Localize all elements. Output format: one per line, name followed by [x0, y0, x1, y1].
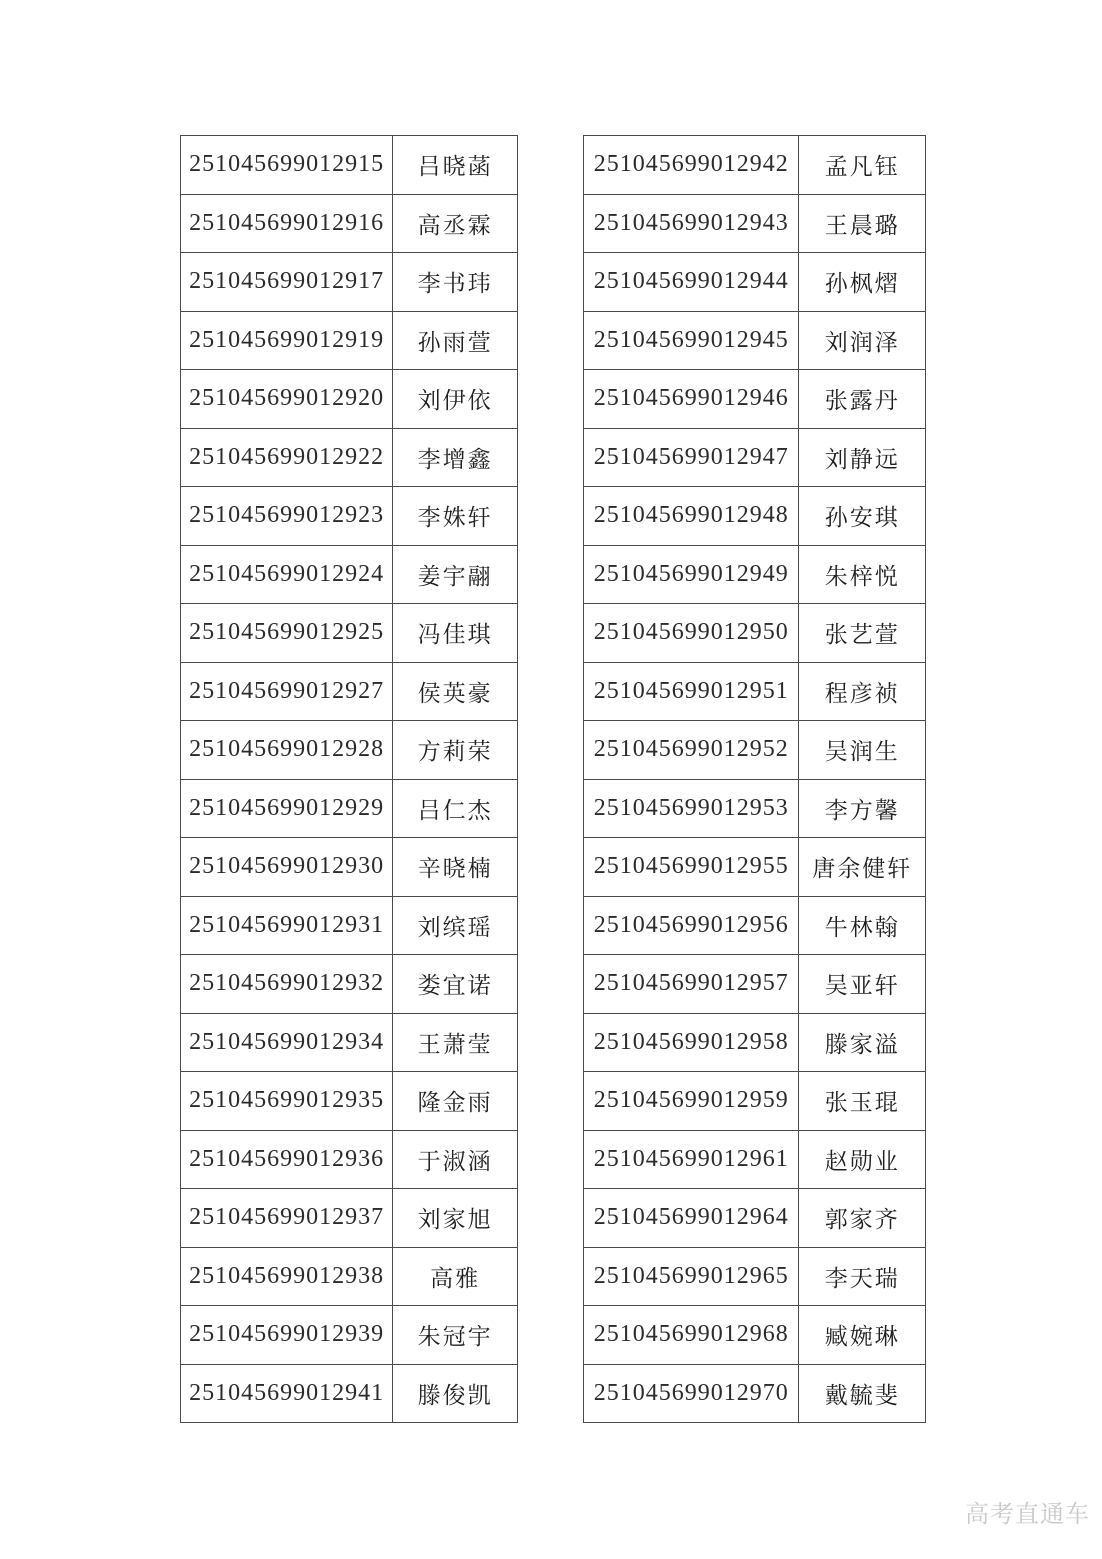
candidate-id-cell: 251045699012916 — [181, 194, 393, 253]
candidate-name-cell: 王萧莹 — [393, 1013, 518, 1072]
candidate-name-cell: 刘伊依 — [393, 370, 518, 429]
candidate-id-cell: 251045699012935 — [181, 1072, 393, 1131]
candidate-id-cell: 251045699012965 — [584, 1247, 799, 1306]
table-row — [584, 487, 926, 546]
table-row — [584, 721, 926, 780]
candidate-id-cell: 251045699012956 — [584, 896, 799, 955]
candidate-name-cell: 方莉荣 — [393, 721, 518, 780]
table-row — [584, 1013, 926, 1072]
table-row — [584, 545, 926, 604]
candidate-id-cell: 251045699012955 — [584, 838, 799, 897]
candidate-name-cell: 吴亚轩 — [799, 955, 926, 1014]
watermark-gaokao-zhitongche: 高考直通车 — [965, 1502, 1090, 1528]
candidate-name-cell: 吕晓菡 — [393, 136, 518, 195]
table-row — [584, 1130, 926, 1189]
candidate-name-cell: 滕俊凯 — [393, 1364, 518, 1423]
candidate-table-left-body — [181, 136, 518, 1423]
table-row — [584, 1247, 926, 1306]
candidate-id-cell: 251045699012927 — [181, 662, 393, 721]
table-row — [181, 662, 518, 721]
table-row — [181, 1306, 518, 1365]
candidate-name-cell: 李姝轩 — [393, 487, 518, 546]
candidate-id-cell: 251045699012915 — [181, 136, 393, 195]
candidate-name-cell: 辛晓楠 — [393, 838, 518, 897]
table-row — [181, 1364, 518, 1423]
candidate-id-cell: 251045699012964 — [584, 1189, 799, 1248]
candidate-name-cell: 孙雨萱 — [393, 311, 518, 370]
candidate-name-cell: 孟凡钰 — [799, 136, 926, 195]
table-row — [584, 1364, 926, 1423]
candidate-name-cell: 李书玮 — [393, 253, 518, 312]
candidate-id-cell: 251045699012950 — [584, 604, 799, 663]
candidate-table-right — [583, 135, 926, 1423]
candidate-name-cell: 刘静远 — [799, 428, 926, 487]
table-row — [181, 1189, 518, 1248]
candidate-name-cell: 吕仁杰 — [393, 779, 518, 838]
table-row — [181, 721, 518, 780]
candidate-id-cell: 251045699012945 — [584, 311, 799, 370]
candidate-id-cell: 251045699012970 — [584, 1364, 799, 1423]
candidate-name-cell: 吴润生 — [799, 721, 926, 780]
candidate-name-cell: 高雅 — [393, 1247, 518, 1306]
candidate-id-cell: 251045699012932 — [181, 955, 393, 1014]
candidate-id-cell: 251045699012957 — [584, 955, 799, 1014]
candidate-id-cell: 251045699012937 — [181, 1189, 393, 1248]
candidate-id-cell: 251045699012951 — [584, 662, 799, 721]
candidate-id-cell: 251045699012944 — [584, 253, 799, 312]
candidate-id-cell: 251045699012920 — [181, 370, 393, 429]
candidate-id-cell: 251045699012959 — [584, 1072, 799, 1131]
table-row — [584, 136, 926, 195]
candidate-id-cell: 251045699012929 — [181, 779, 393, 838]
candidate-name-cell: 臧婉琳 — [799, 1306, 926, 1365]
candidate-name-cell: 赵勋业 — [799, 1130, 926, 1189]
candidate-id-cell: 251045699012919 — [181, 311, 393, 370]
table-row — [584, 1189, 926, 1248]
candidate-name-cell: 朱梓悦 — [799, 545, 926, 604]
table-row — [584, 896, 926, 955]
candidate-table-right-body — [584, 136, 926, 1423]
table-row — [584, 370, 926, 429]
candidate-id-cell: 251045699012961 — [584, 1130, 799, 1189]
candidate-name-cell: 孙安琪 — [799, 487, 926, 546]
candidate-name-cell: 程彦祯 — [799, 662, 926, 721]
candidate-name-cell: 张艺萱 — [799, 604, 926, 663]
table-row — [181, 1072, 518, 1131]
table-row — [181, 955, 518, 1014]
table-row — [181, 604, 518, 663]
table-row — [584, 838, 926, 897]
table-row — [181, 1130, 518, 1189]
candidate-id-cell: 251045699012924 — [181, 545, 393, 604]
table-row — [584, 1072, 926, 1131]
candidate-id-cell: 251045699012942 — [584, 136, 799, 195]
candidate-id-cell: 251045699012923 — [181, 487, 393, 546]
candidate-id-cell: 251045699012925 — [181, 604, 393, 663]
candidate-name-cell: 于淑涵 — [393, 1130, 518, 1189]
table-row — [181, 838, 518, 897]
table-row — [181, 370, 518, 429]
candidate-id-cell: 251045699012968 — [584, 1306, 799, 1365]
candidate-name-cell: 娄宜诺 — [393, 955, 518, 1014]
table-row — [181, 545, 518, 604]
table-row — [181, 1247, 518, 1306]
table-row — [584, 955, 926, 1014]
candidate-id-cell: 251045699012946 — [584, 370, 799, 429]
candidate-name-cell: 刘润泽 — [799, 311, 926, 370]
candidate-name-cell: 郭家齐 — [799, 1189, 926, 1248]
candidate-id-cell: 251045699012928 — [181, 721, 393, 780]
candidate-id-cell: 251045699012931 — [181, 896, 393, 955]
candidate-name-cell: 李增鑫 — [393, 428, 518, 487]
candidate-id-cell: 251045699012941 — [181, 1364, 393, 1423]
candidate-name-cell: 孙枫熠 — [799, 253, 926, 312]
candidate-id-cell: 251045699012938 — [181, 1247, 393, 1306]
candidate-name-cell: 隆金雨 — [393, 1072, 518, 1131]
candidate-name-cell: 朱冠宇 — [393, 1306, 518, 1365]
candidate-id-cell: 251045699012958 — [584, 1013, 799, 1072]
candidate-id-cell: 251045699012936 — [181, 1130, 393, 1189]
candidate-name-cell: 冯佳琪 — [393, 604, 518, 663]
candidate-name-cell: 王晨璐 — [799, 194, 926, 253]
candidate-name-cell: 高丞霖 — [393, 194, 518, 253]
table-row — [181, 1013, 518, 1072]
candidate-name-cell: 李天瑞 — [799, 1247, 926, 1306]
candidate-name-cell: 滕家溢 — [799, 1013, 926, 1072]
candidate-name-cell: 戴毓斐 — [799, 1364, 926, 1423]
table-row — [584, 1306, 926, 1365]
candidate-name-cell: 牛林翰 — [799, 896, 926, 955]
table-row — [584, 253, 926, 312]
table-row — [181, 428, 518, 487]
candidate-id-cell: 251045699012917 — [181, 253, 393, 312]
candidate-id-cell: 251045699012930 — [181, 838, 393, 897]
table-row — [181, 136, 518, 195]
candidate-id-cell: 251045699012949 — [584, 545, 799, 604]
candidate-name-cell: 唐余健轩 — [799, 838, 926, 897]
candidate-name-cell: 李方馨 — [799, 779, 926, 838]
table-row — [181, 311, 518, 370]
candidate-id-cell: 251045699012943 — [584, 194, 799, 253]
table-row — [181, 253, 518, 312]
candidate-name-cell: 姜宇翮 — [393, 545, 518, 604]
table-row — [584, 194, 926, 253]
candidate-id-cell: 251045699012939 — [181, 1306, 393, 1365]
candidate-name-cell: 刘家旭 — [393, 1189, 518, 1248]
table-row — [584, 311, 926, 370]
candidate-name-cell: 张露丹 — [799, 370, 926, 429]
candidate-name-cell: 张玉琨 — [799, 1072, 926, 1131]
table-row — [181, 194, 518, 253]
candidate-id-cell: 251045699012952 — [584, 721, 799, 780]
candidate-table-left — [180, 135, 518, 1423]
candidate-id-cell: 251045699012953 — [584, 779, 799, 838]
table-row — [584, 662, 926, 721]
table-row — [181, 896, 518, 955]
table-row — [584, 428, 926, 487]
table-row — [181, 487, 518, 546]
table-row — [584, 604, 926, 663]
candidate-id-cell: 251045699012948 — [584, 487, 799, 546]
candidate-id-cell: 251045699012947 — [584, 428, 799, 487]
table-row — [584, 779, 926, 838]
candidate-name-cell: 刘缤瑶 — [393, 896, 518, 955]
candidate-id-cell: 251045699012934 — [181, 1013, 393, 1072]
candidate-name-cell: 侯英豪 — [393, 662, 518, 721]
table-row — [181, 779, 518, 838]
candidate-id-cell: 251045699012922 — [181, 428, 393, 487]
